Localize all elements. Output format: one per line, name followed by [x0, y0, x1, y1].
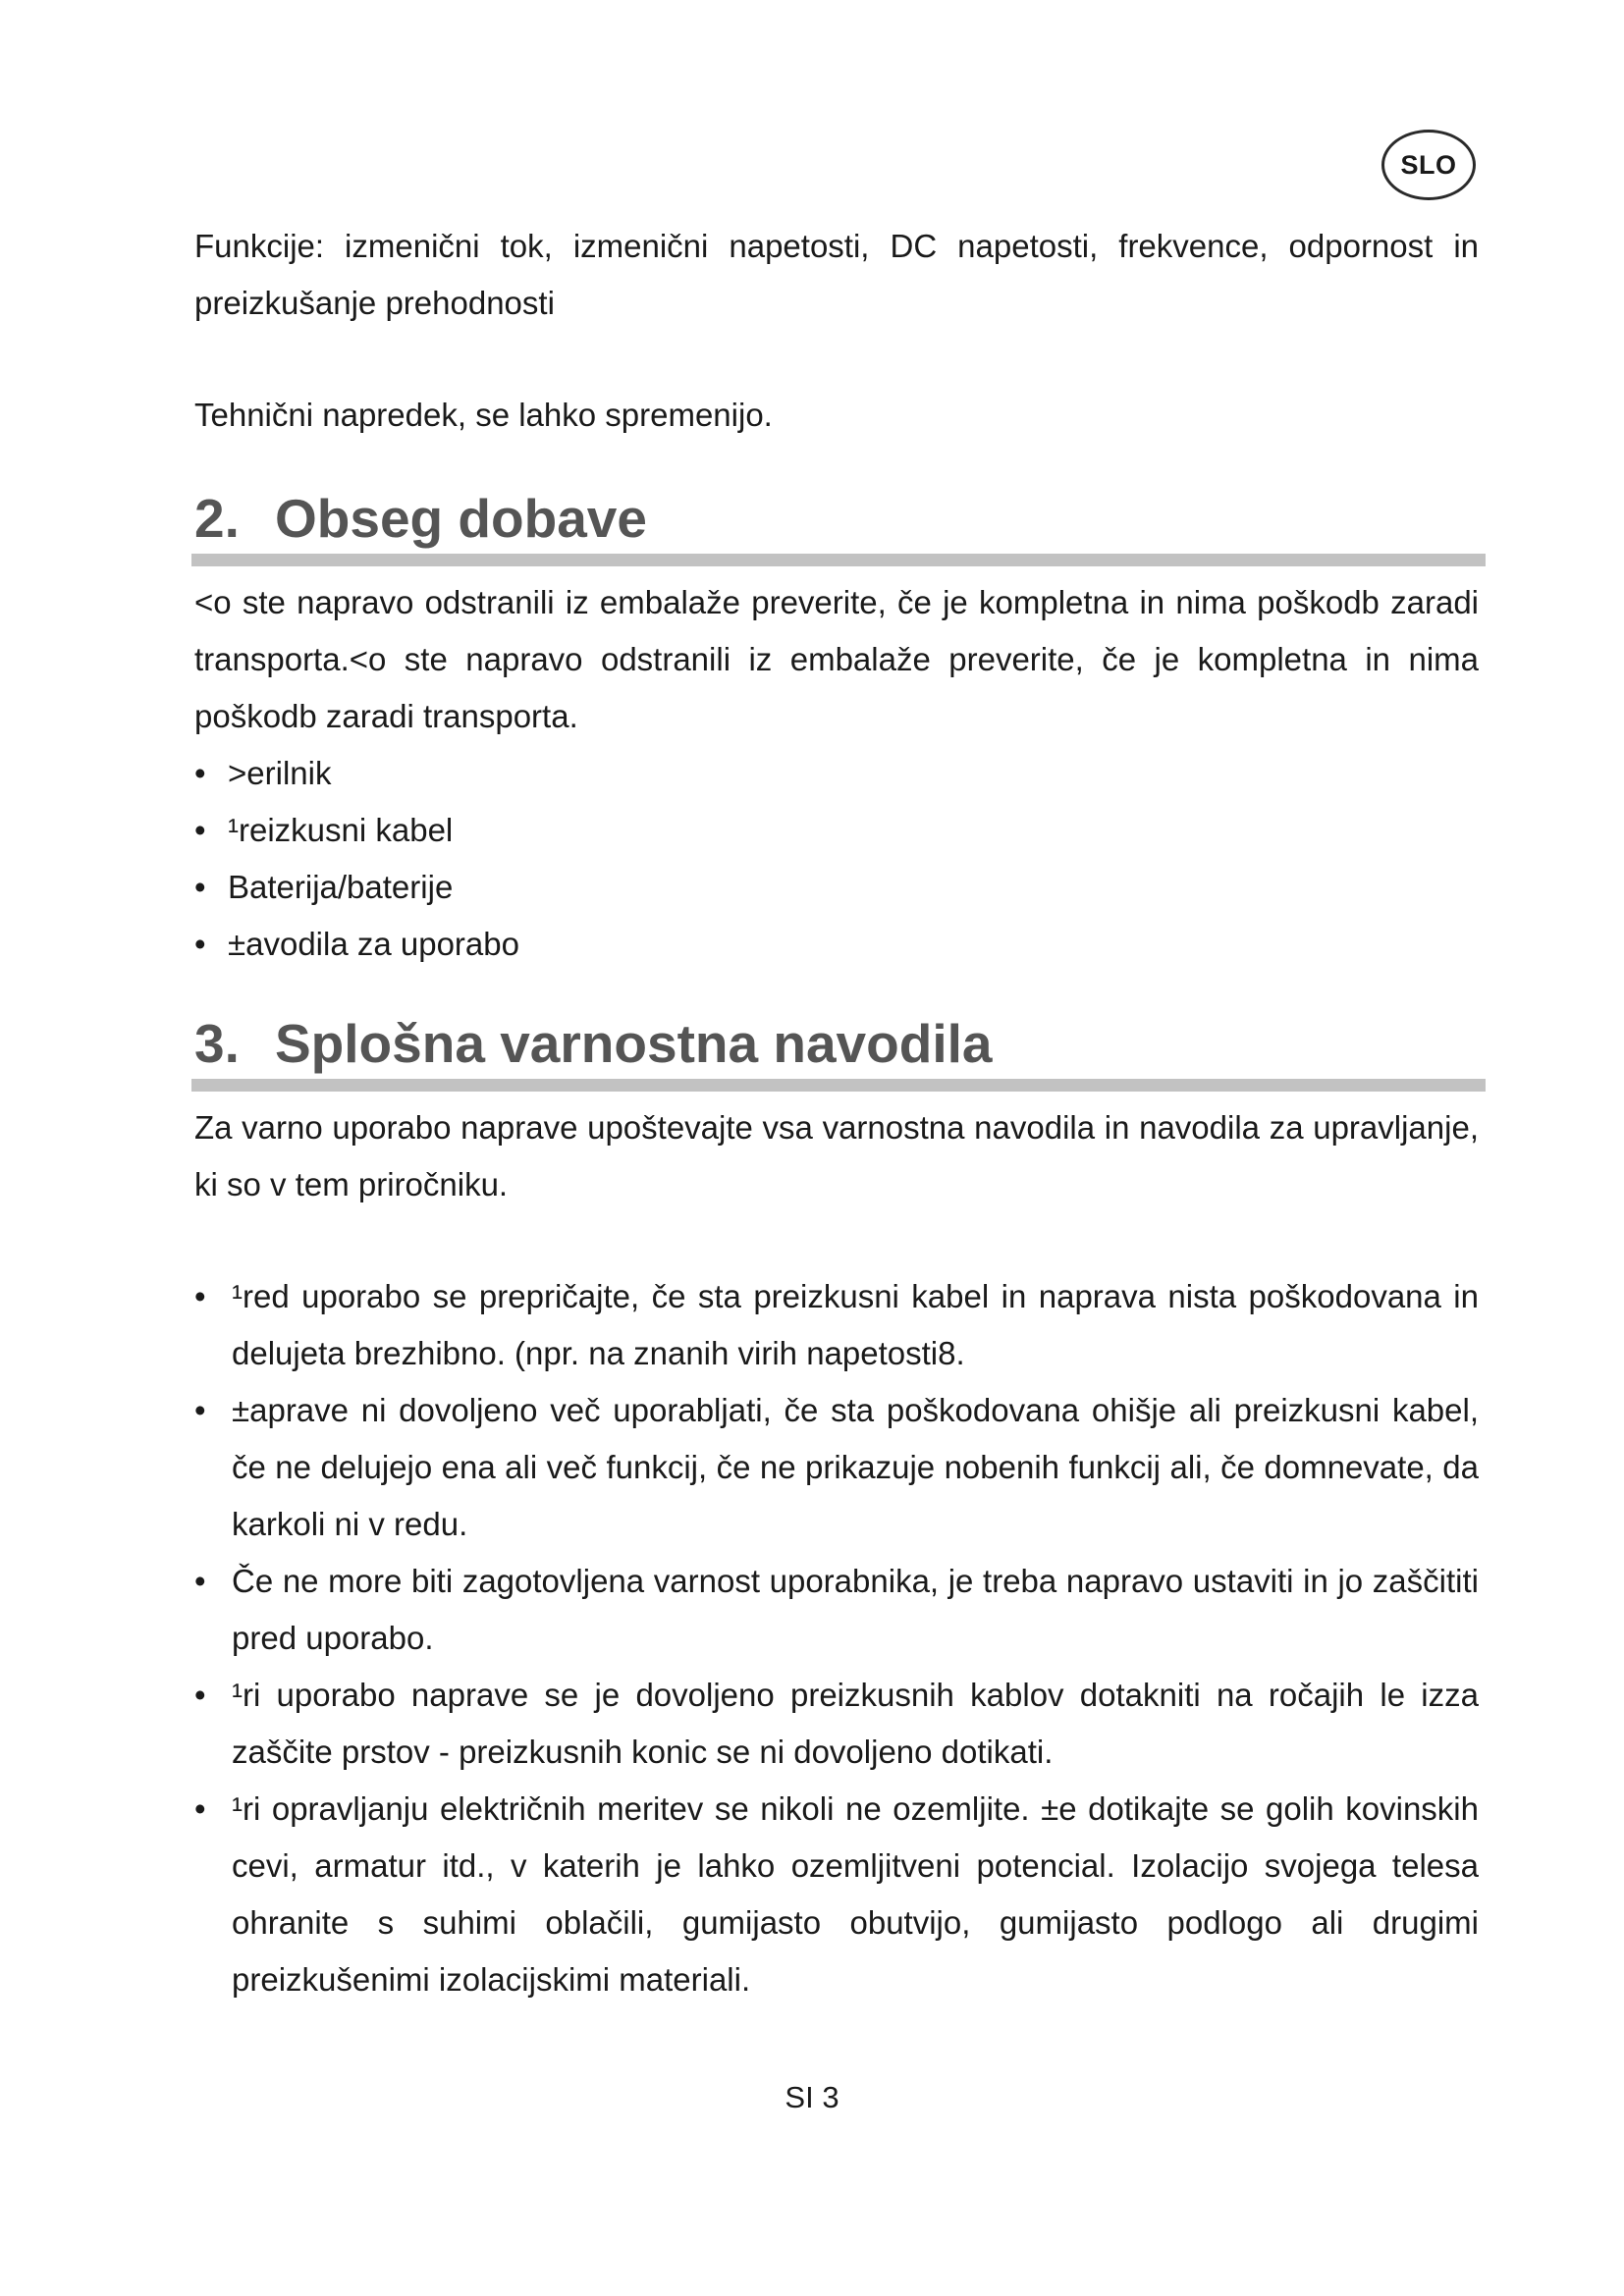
bullet-icon: •: [194, 1392, 206, 1428]
bullet-icon: •: [194, 1278, 206, 1314]
bullet-icon: •: [194, 1790, 206, 1827]
section-3-paragraph: Za varno uporabo naprave upoštevajte vsa varnostna navodila in navodila za upravljanje, ki so v tem priročniku.: [194, 1109, 1479, 1202]
page-number: SI 3: [785, 2080, 839, 2114]
delivery-list: [194, 745, 1479, 973]
list-item: • ±avodila za uporabo: [194, 916, 1479, 973]
bullet-icon: •: [194, 812, 206, 848]
section-3-rule: [191, 1079, 1486, 1092]
list-item: • ¹ri uporabo naprave se je dovoljeno preizkusnih kablov dotakniti na ročajih le izza zaščite prstov - preizkusnih konic se ni dovoljeno dotikati.: [194, 1667, 1479, 1781]
technical-notice: Tehnični napredek, se lahko spremenijo.: [194, 397, 773, 433]
list-item: • ¹reizkusni kabel: [194, 802, 1479, 859]
section-3-title: Splošna varnostna navodila: [275, 1013, 993, 1074]
functions-paragraph: Funkcije: izmenični tok, izmenični napetosti, DC napetosti, frekvence, odpornost in preizkušanje prehodnosti: [194, 228, 1479, 321]
list-item: • ¹red uporabo se prepričajte, če sta preizkusni kabel in naprava nista poškodovana in delujeta brezhibno. (npr. na znanih virih napetosti8.: [194, 1268, 1479, 1382]
list-item: • Baterija/baterije: [194, 859, 1479, 916]
section-2-paragraph: <o ste napravo odstranili iz embalaže preverite, če je kompletna in nima poškodb zaradi transporta.<o ste napravo odstranili iz embalaže preverite, če je kompletna in nima poškodb zaradi transporta.: [194, 584, 1479, 734]
section-3-heading: [194, 1008, 1479, 1079]
section-2-number: 2.: [194, 488, 240, 549]
section-3-number: 3.: [194, 1013, 240, 1074]
section-2-title: Obseg dobave: [275, 488, 647, 549]
language-badge: SLO: [1381, 130, 1476, 200]
bullet-icon: •: [194, 1563, 206, 1599]
list-item: • >erilnik: [194, 745, 1479, 802]
list-item: • Če ne more biti zagotovljena varnost uporabnika, je treba napravo ustaviti in jo zaščititi pred uporabo.: [194, 1553, 1479, 1667]
section-2-rule: [191, 554, 1486, 566]
list-item: • ±aprave ni dovoljeno več uporabljati, če sta poškodovana ohišje ali preizkusni kabel, če ne delujejo ena ali več funkcij, če ne prikazuje nobenih funkcij ali, če domnevate, da karkoli ni v redu.: [194, 1382, 1479, 1553]
list-item: • ¹ri opravljanju električnih meritev se nikoli ne ozemljite. ±e dotikajte se golih kovinskih cevi, armatur itd., v katerih je lahko ozemljitveni potencial. Izolacijo svojega telesa ohranite s suhimi oblačili, gumijasto obutvijo, gumijasto podlogo ali drugimi preizkušenimi izolacijskimi materiali.: [194, 1781, 1479, 2008]
bullet-icon: •: [194, 926, 206, 962]
safety-list: [194, 1268, 1479, 2008]
page-content: [194, 218, 1479, 2008]
section-2-heading: [194, 483, 1479, 554]
bullet-icon: •: [194, 1677, 206, 1713]
bullet-icon: •: [194, 869, 206, 905]
bullet-icon: •: [194, 755, 206, 791]
